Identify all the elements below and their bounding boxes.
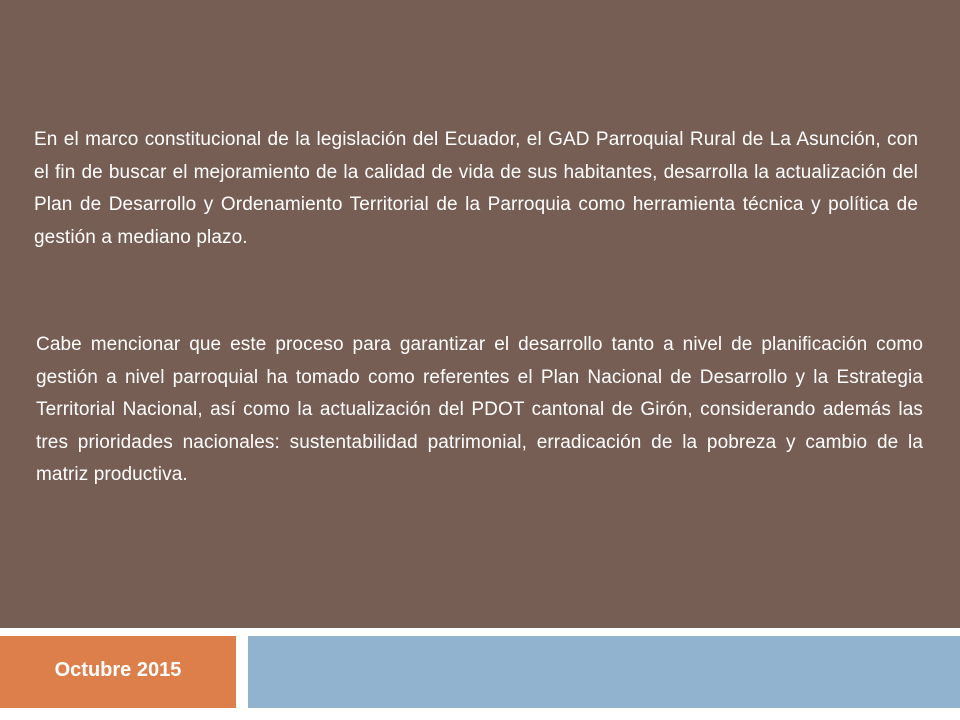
footer-decorative-bar [248, 636, 960, 708]
intro-paragraph: En el marco constitucional de la legislación del Ecuador, el GAD Parroquial Rural de La Asunción, con el fin de buscar el mejoramiento de la calidad de vida de sus habitantes, desarrolla la actualización del Plan de Desarrollo y Ordenamiento Territorial de la Parroquia como herramienta técnica y política de gestión a mediano plazo. [34, 129, 918, 248]
footer-date-label: Octubre 2015 [54, 658, 182, 681]
footer-date-box [0, 636, 236, 708]
references-paragraph: Cabe mencionar que este proceso para garantizar el desarrollo tanto a nivel de planificación como gestión a nivel parroquial ha tomado como referentes el Plan Nacional de Desarrollo y la Estrategia Territorial Nacional, así como la actualización del PDOT cantonal de Girón, considerando además las tres prioridades nacionales: sustentabilidad patrimonial, erradicación de la pobreza y cambio de la matriz productiva. [36, 334, 923, 485]
